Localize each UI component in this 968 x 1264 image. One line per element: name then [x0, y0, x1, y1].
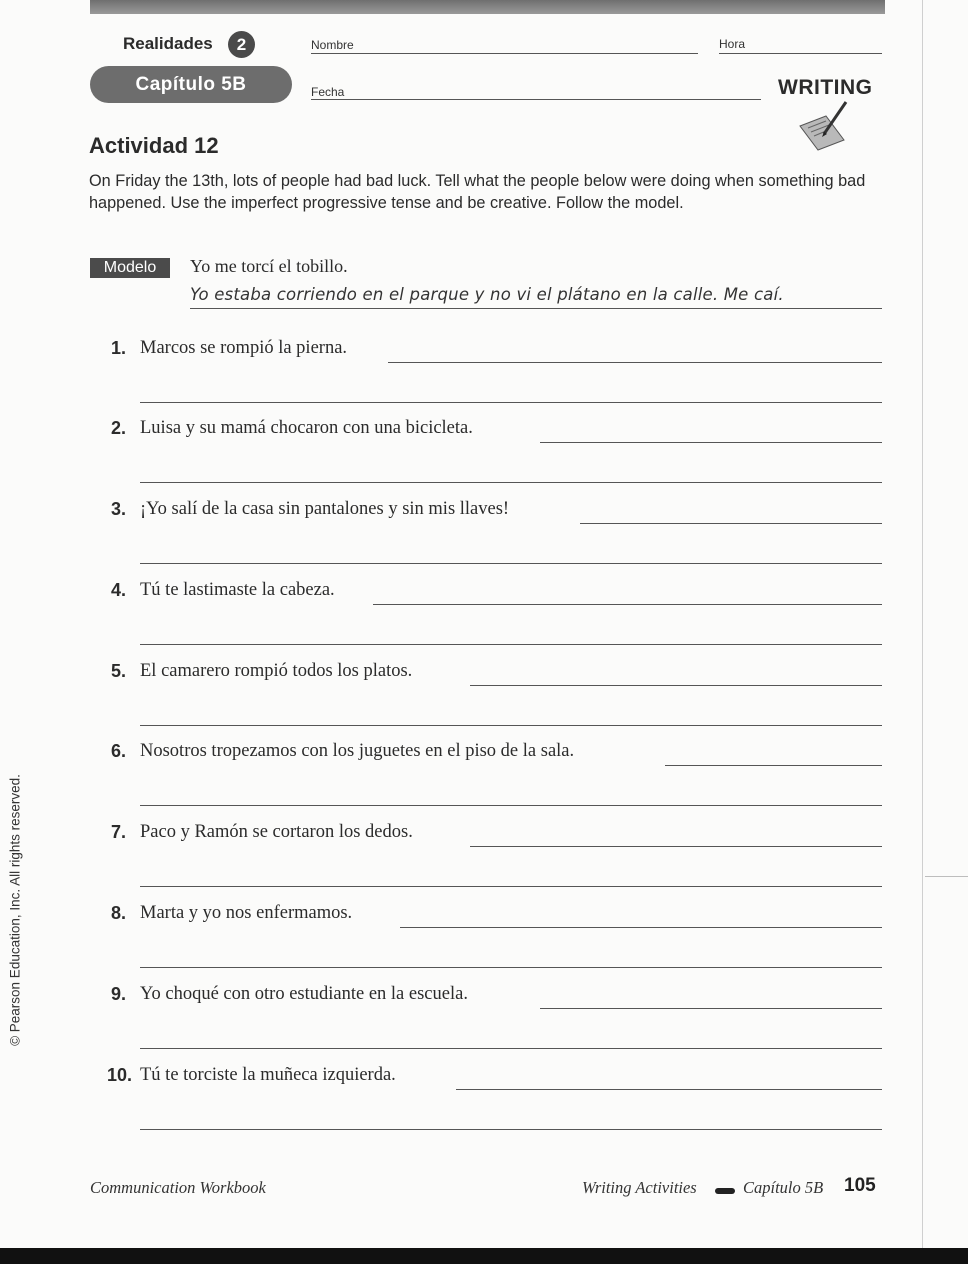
item-number: 5. — [110, 661, 126, 681]
exercise-item — [0, 984, 968, 1064]
answer-line[interactable] — [665, 765, 882, 766]
footer-separator-icon — [715, 1188, 735, 1194]
item-number: 7. — [110, 822, 126, 842]
nombre-label: Nombre — [311, 38, 354, 52]
item-prompt: Luisa y su mamá chocaron con una bicicleta. — [140, 418, 473, 438]
item-prompt: Marta y yo nos enfermamos. — [140, 903, 353, 923]
hora-label: Hora — [719, 37, 746, 51]
pencil-paper-icon — [796, 100, 848, 158]
item-number: 3. — [110, 499, 126, 519]
answer-line[interactable] — [400, 927, 882, 928]
answer-line[interactable] — [140, 644, 882, 645]
activity-instructions: On Friday the 13th, lots of people had bad luck. Tell what the people below were doing when something bad happened. Use the imperfect progressive tense and be creative. Follow the model. — [89, 172, 866, 212]
activity-title: Actividad 12 — [89, 133, 219, 158]
answer-line[interactable] — [140, 886, 882, 887]
modelo-answer: Yo estaba corriendo en el parque y no vi el plátano en la calle. Me caí. — [190, 285, 784, 304]
section-label: WRITING — [778, 76, 873, 99]
item-number: 2. — [110, 418, 126, 438]
answer-line[interactable] — [470, 846, 882, 847]
item-prompt: Nosotros tropezamos con los juguetes en el piso de la sala. — [140, 741, 575, 761]
top-header-shade — [90, 0, 885, 14]
answer-line[interactable] — [140, 482, 882, 483]
fecha-field-line[interactable] — [311, 99, 761, 100]
answer-line[interactable] — [140, 402, 882, 403]
answer-line[interactable] — [470, 685, 882, 686]
item-prompt: ¡Yo salí de la casa sin pantalones y sin mis llaves! — [140, 499, 510, 519]
item-number: 10. — [106, 1065, 132, 1085]
answer-line[interactable] — [373, 604, 882, 605]
bottom-scan-edge — [0, 1248, 968, 1264]
fecha-label: Fecha — [311, 85, 345, 99]
item-prompt: Tú te torciste la muñeca izquierda. — [140, 1065, 396, 1085]
modelo-tag: Modelo — [90, 258, 170, 278]
item-prompt: El camarero rompió todos los platos. — [140, 661, 413, 681]
exercise-item — [0, 418, 968, 498]
exercise-item — [0, 499, 968, 579]
hora-field-line[interactable] — [719, 53, 882, 54]
answer-line[interactable] — [140, 563, 882, 564]
item-number: 6. — [110, 741, 126, 761]
answer-line[interactable] — [140, 1129, 882, 1130]
footer-chapter: Capítulo 5B — [743, 1178, 824, 1197]
exercise-item — [0, 741, 968, 821]
answer-line[interactable] — [540, 442, 882, 443]
item-prompt: Paco y Ramón se cortaron los dedos. — [140, 822, 413, 842]
page-number: 105 — [844, 1175, 876, 1196]
answer-line[interactable] — [140, 1048, 882, 1049]
answer-line[interactable] — [580, 523, 882, 524]
exercise-item — [0, 580, 968, 660]
item-prompt: Marcos se rompió la pierna. — [140, 338, 348, 358]
item-number: 4. — [110, 580, 126, 600]
item-number: 1. — [110, 338, 126, 358]
copyright-notice — [0, 774, 33, 1046]
item-number: 8. — [110, 903, 126, 923]
exercise-item — [0, 1065, 968, 1145]
answer-line[interactable] — [140, 805, 882, 806]
answer-line[interactable] — [140, 967, 882, 968]
answer-line[interactable] — [140, 725, 882, 726]
answer-line[interactable] — [456, 1089, 882, 1090]
exercise-item — [0, 822, 968, 902]
chapter-pill: Capítulo 5B — [90, 66, 292, 103]
exercise-item — [0, 903, 968, 983]
exercise-item — [0, 338, 968, 418]
answer-line[interactable] — [540, 1008, 882, 1009]
modelo-answer-line — [190, 308, 882, 309]
footer-section: Writing Activities — [582, 1178, 697, 1197]
nombre-field-line[interactable] — [311, 53, 698, 54]
exercise-item — [0, 661, 968, 741]
answer-line[interactable] — [388, 362, 882, 363]
item-number: 9. — [110, 984, 126, 1004]
copyright-text: © Pearson Education, Inc. All rights reserved. — [7, 774, 23, 1046]
level-badge: 2 — [228, 31, 255, 58]
modelo-prompt: Yo me torcí el tobillo. — [190, 256, 348, 276]
item-prompt: Yo choqué con otro estudiante en la escuela. — [140, 984, 468, 1004]
footer-workbook-title: Communication Workbook — [90, 1178, 266, 1197]
series-title: Realidades — [123, 34, 213, 53]
item-prompt: Tú te lastimaste la cabeza. — [140, 580, 335, 600]
